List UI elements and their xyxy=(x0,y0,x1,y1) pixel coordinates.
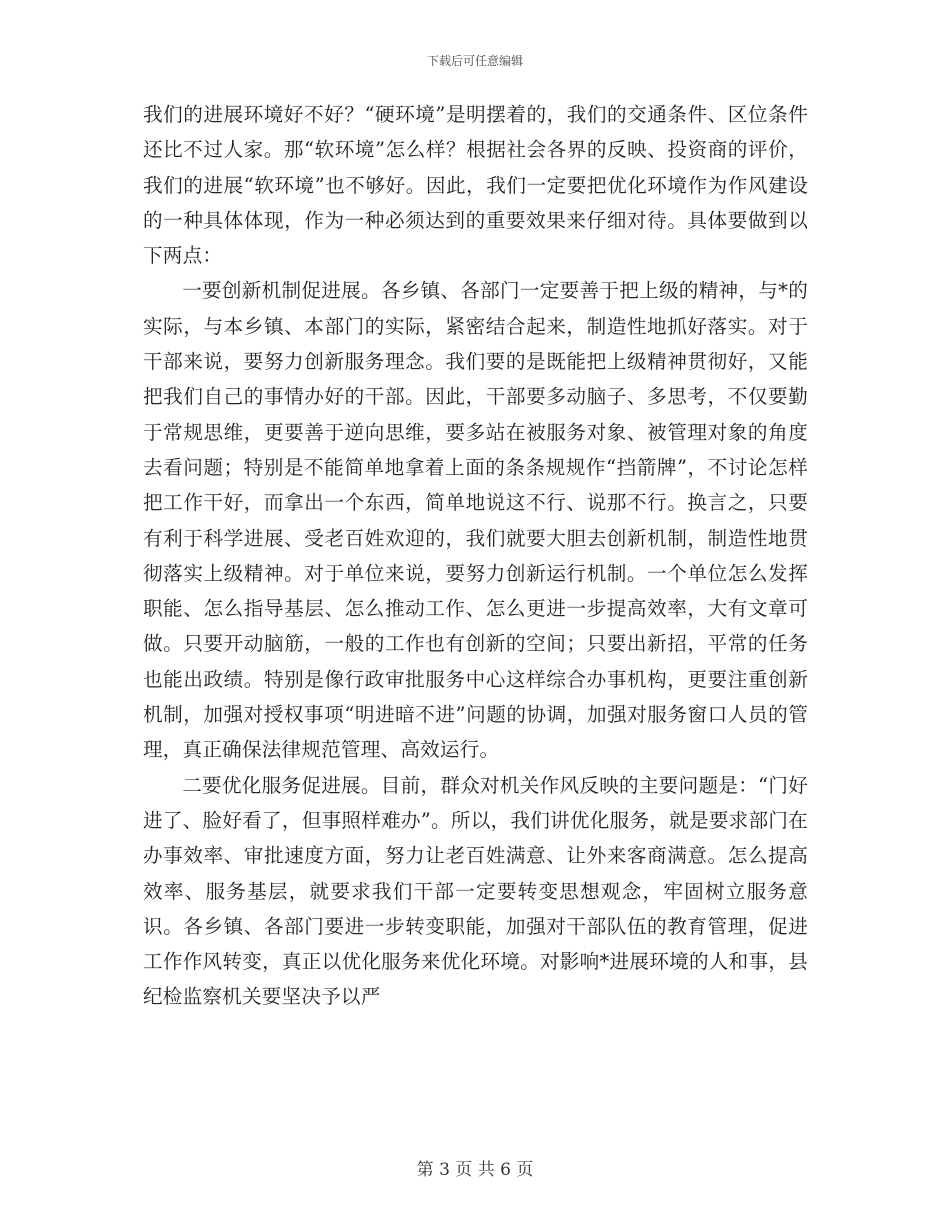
paragraph-1: 我们的进展环境好不好？“硬环境”是明摆着的，我们的交通条件、区位条件还比不过人家。那“软环境”怎么样？根据社会各界的反映、投资商的评价，我们的进展“软环境”也不够好。因此，我们一定要把优化环境作为作风建设的一种具体体现，作为一种必须达到的重要效果来仔细对待。具体要做到以下两点： xyxy=(143,103,808,268)
paragraph-3: 二要优化服务促进展。目前，群众对机关作风反映的主要问题是：“门好进了、脸好看了，但事照样难办”。所以，我们讲优化服务，就是要求部门在办事效率、审批速度方面，努力让老百姓满意、让外来客商满意。怎么提高效率、服务基层，就要求我们干部一定要转变思想观念，牢固树立服务意识。各乡镇、各部门要进一步转变职能，加强对干部队伍的教育管理，促进工作作风转变，真正以优化服务来优化环境。对影响*进展环境的人和事，县纪检监察机关要坚决予以严 xyxy=(143,773,808,1009)
paragraph-2: 一要创新机制促进展。各乡镇、各部门一定要善于把上级的精神，与*的实际，与本乡镇、本部门的实际，紧密结合起来，制造性地抓好落实。对于干部来说，要努力创新服务理念。我们要的是既能把上级精神贯彻好，又能把我们自己的事情办好的干部。因此，干部要多动脑子、多思考，不仅要勤于常规思维，更要善于逆向思维，要多站在被服务对象、被管理对象的角度去看问题；特别是不能简单地拿着上面的条条规规作“挡箭牌”，不讨论怎样把工作干好，而拿出一个东西，简单地说这不行、说那不行。换言之，只要有利于科学进展、受老百姓欢迎的，我们就要大胆去创新机制，制造性地贯彻落实上级精神。对于单位来说，要努力创新运行机制。一个单位怎么发挥职能、怎么指导基层、怎么推动工作、怎么更进一步提高效率，大有文章可做。只要开动脑筋，一般的工作也有创新的空间；只要出新招，平常的任务也能出政绩。特别是像行政审批服务中心这样综合办事机构，更要注重创新机制，加强对授权事项“明进暗不进”问题的协调，加强对服务窗口人员的管理，真正确保法律规范管理、高效运行。 xyxy=(143,279,808,762)
document-body xyxy=(143,97,808,1015)
page-header: 下载后可任意编辑 xyxy=(426,54,523,68)
page-number-footer: 第 3 页 共 6 页 xyxy=(416,1160,534,1180)
